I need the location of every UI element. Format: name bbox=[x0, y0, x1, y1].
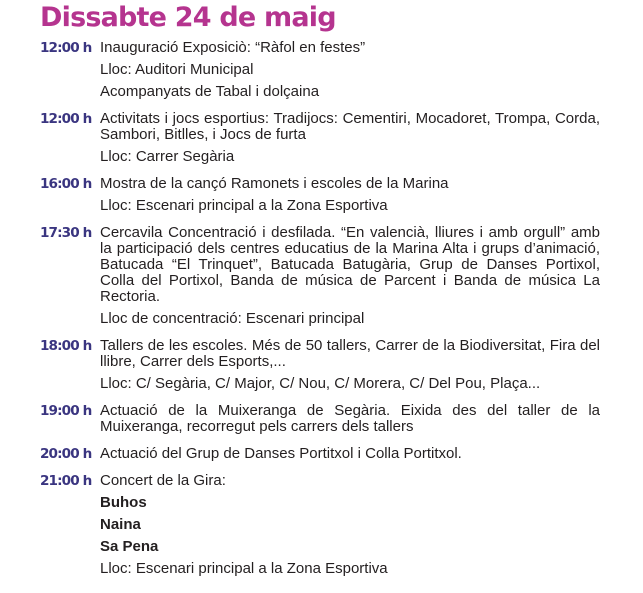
band-name: Buhos bbox=[100, 494, 147, 511]
schedule-item bbox=[40, 225, 600, 327]
event-description: Tallers de les escoles. Més de 50 tallers, Carrer de la Biodiversitat, Fira del llibre, Carrer dels Esports,... bbox=[100, 337, 600, 370]
event-time: 16:00 h bbox=[40, 176, 92, 192]
event-description: Concert de la Gira: bbox=[100, 472, 226, 489]
event-time: 17:30 h bbox=[40, 225, 92, 241]
event-description: Mostra de la cançó Ramonets i escoles de la Marina bbox=[100, 175, 449, 192]
event-time: 12:00 h bbox=[40, 40, 92, 56]
event-description: Inauguració Exposiciò: “Ràfol en festes” bbox=[100, 39, 366, 56]
schedule-item bbox=[40, 40, 600, 100]
event-time: 21:00 h bbox=[40, 473, 92, 489]
event-time: 12:00 h bbox=[40, 111, 92, 127]
event-location: Lloc: Carrer Segària bbox=[100, 148, 235, 165]
schedule-item bbox=[40, 111, 600, 165]
schedule-item bbox=[40, 473, 600, 577]
event-location: Lloc: C/ Segària, C/ Major, C/ Nou, C/ Morera, C/ Del Pou, Plaça... bbox=[100, 375, 541, 392]
event-time: 19:00 h bbox=[40, 403, 92, 419]
event-description: Activitats i jocs esportius: Tradijocs: Cementiri, Mocadoret, Trompa, Corda, Sambori, Bitlles, i Jocs de furta bbox=[100, 110, 600, 143]
event-description: Actuació de la Muixeranga de Segària. Eixida des del taller de la Muixeranga, recorregut pels carrers dels tallers bbox=[100, 402, 600, 435]
schedule-item bbox=[40, 446, 600, 462]
event-note: Acompanyats de Tabal i dolçaina bbox=[100, 83, 320, 100]
event-location: Lloc: Escenari principal a la Zona Esportiva bbox=[100, 560, 388, 577]
schedule-list bbox=[40, 40, 600, 588]
event-time: 18:00 h bbox=[40, 338, 92, 354]
page-title: Dissabte 24 de maig bbox=[40, 2, 336, 33]
band-name: Sa Pena bbox=[100, 538, 159, 555]
schedule-item bbox=[40, 338, 600, 392]
event-location: Lloc de concentració: Escenari principal bbox=[100, 310, 365, 327]
band-name: Naina bbox=[100, 516, 141, 533]
event-location: Lloc: Auditori Municipal bbox=[100, 61, 254, 78]
event-description: Actuació del Grup de Danses Portitxol i Colla Portitxol. bbox=[100, 445, 462, 462]
event-location: Lloc: Escenari principal a la Zona Esportiva bbox=[100, 197, 388, 214]
schedule-item bbox=[40, 176, 600, 214]
event-description: Cercavila Concentració i desfilada. “En valencià, lliures i amb orgull” amb la participació dels centres educatius de la Marina Alta i grups d’animació, Batucada “El Trinquet”, Batucada Batugària, Grup de Danses Portixol, Colla del Portixol, Banda de música de Parcent i Banda de música La Rectoria. bbox=[100, 224, 600, 305]
event-time: 20:00 h bbox=[40, 446, 92, 462]
schedule-item bbox=[40, 403, 600, 435]
